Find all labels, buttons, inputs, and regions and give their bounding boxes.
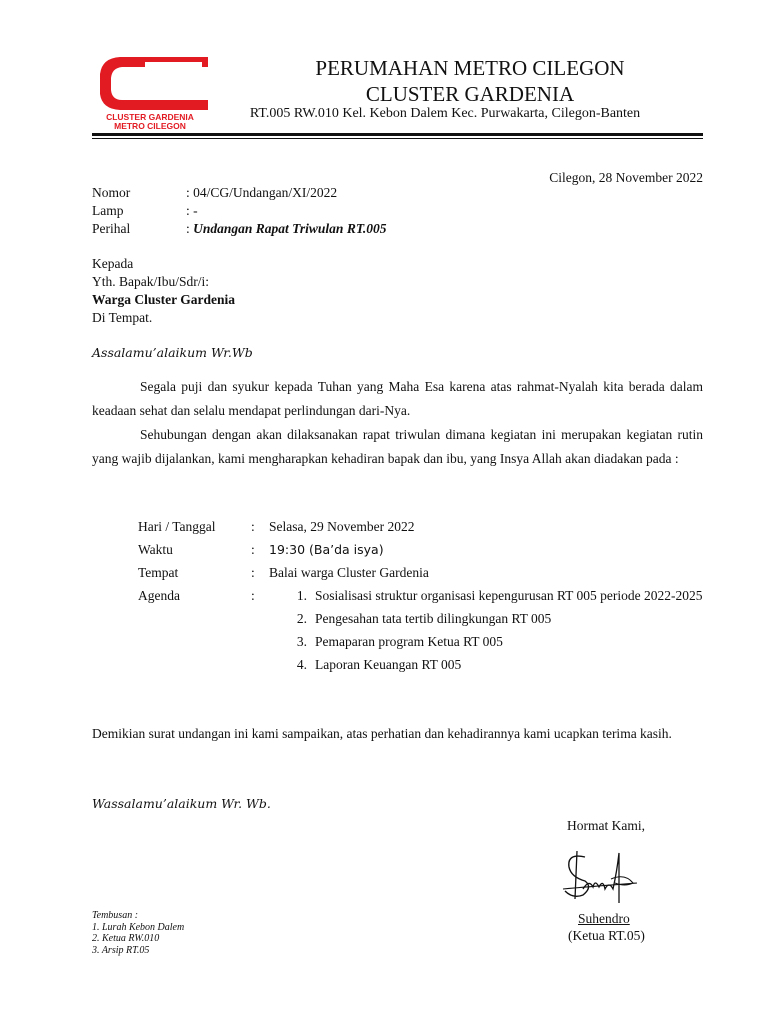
org-title: PERUMAHAN METRO CILEGON [315,56,625,80]
event-value-time: 19:30 (Ba’da isya) [269,542,384,557]
signatory-title: (Ketua RT.05) [568,928,645,943]
event-colon: : [251,542,255,557]
cluster-gardenia-logo [90,52,214,132]
farewell: Wassalamu’alaikum Wr. Wb. [92,796,271,811]
meta-label-lamp: Lamp [92,203,124,218]
recipient-name: Warga Cluster Gardenia [92,292,235,307]
event-value-place: Balai warga Cluster Gardenia [269,565,429,580]
agenda-number: 3. [296,634,307,649]
logo-sub1: CLUSTER GARDENIA [106,112,194,122]
recipient-line2: Yth. Bapak/Ibu/Sdr/i: [92,274,209,289]
greeting: Assalamu’alaikum Wr.Wb [92,345,253,360]
paragraph-1: Segala puji dan syukur kepada Tuhan yang Maha Esa karena atas rahmat-Nyalah kita berada dalam keadaan sehat dan selalu mendapat perlindungan dari-Nya. [92,379,703,418]
event-label-agenda: Agenda [138,588,180,603]
agenda-item: Pengesahan tata tertib dilingkungan RT 005 [315,611,552,626]
logo-graphic [90,52,214,132]
cc-item: 2. Ketua RW.010 [92,933,160,944]
meta-label-perihal: Perihal [92,221,131,236]
meta-value-nomor: : 04/CG/Undangan/XI/2022 [186,185,338,200]
cc-item: 3. Arsip RT.05 [92,944,150,956]
agenda-item: Sosialisasi struktur organisasi kepengurusan RT 005 periode 2022-2025 [315,588,703,603]
subject-text: Undangan Rapat Triwulan RT.005 [193,221,387,236]
closing-paragraph: Demikian surat undangan ini kami sampaikan, atas perhatian dan kehadirannya kami ucapkan terima kasih. [92,726,672,741]
header-rule-thick [92,133,703,136]
signatory-name: Suhendro [578,911,630,926]
paragraph-2: Sehubungan dengan akan dilaksanakan rapat triwulan dimana kegiatan ini merupakan kegiatan rutin yang wajib dijalankan, kami mengharapkan kehadiran bapak dan ibu, yang Insya Allah akan diadakan pada : [92,427,703,466]
event-label-date: Hari / Tanggal [138,519,216,534]
recipient-place: Di Tempat. [92,310,153,325]
agenda-number: 4. [296,657,307,672]
agenda-number: 1. [296,588,307,603]
regards: Hormat Kami, [567,818,645,833]
place-date: Cilegon, 28 November 2022 [549,170,703,185]
header-rule-thin [92,138,703,139]
agenda-item: Pemaparan program Ketua RT 005 [315,634,503,649]
meta-label-nomor: Nomor [92,185,131,200]
agenda-number: 2. [296,611,307,626]
cc-item: 1. Lurah Kebon Dalem [92,921,185,933]
event-colon: : [251,565,255,580]
event-label-place: Tempat [138,565,179,580]
org-subtitle: CLUSTER GARDENIA [365,82,575,106]
agenda-item: Laporan Keuangan RT 005 [315,657,462,672]
signature-graphic [555,843,645,913]
meta-value-perihal [186,220,386,238]
meta-value-lamp: : - [186,203,198,218]
event-value-date: Selasa, 29 November 2022 [269,519,415,534]
event-colon: : [251,519,255,534]
meta-colon: : [186,221,194,236]
recipient-line1: Kepada [92,256,134,271]
carbon-copy [92,910,184,956]
event-colon: : [251,588,255,603]
logo-sub2: METRO CILEGON [114,121,186,131]
event-label-time: Waktu [138,542,173,557]
handwritten-signature [555,843,645,913]
cc-heading: Tembusan : [92,910,139,921]
org-address: RT.005 RW.010 Kel. Kebon Dalem Kec. Purwakarta, Cilegon-Banten [249,106,641,121]
